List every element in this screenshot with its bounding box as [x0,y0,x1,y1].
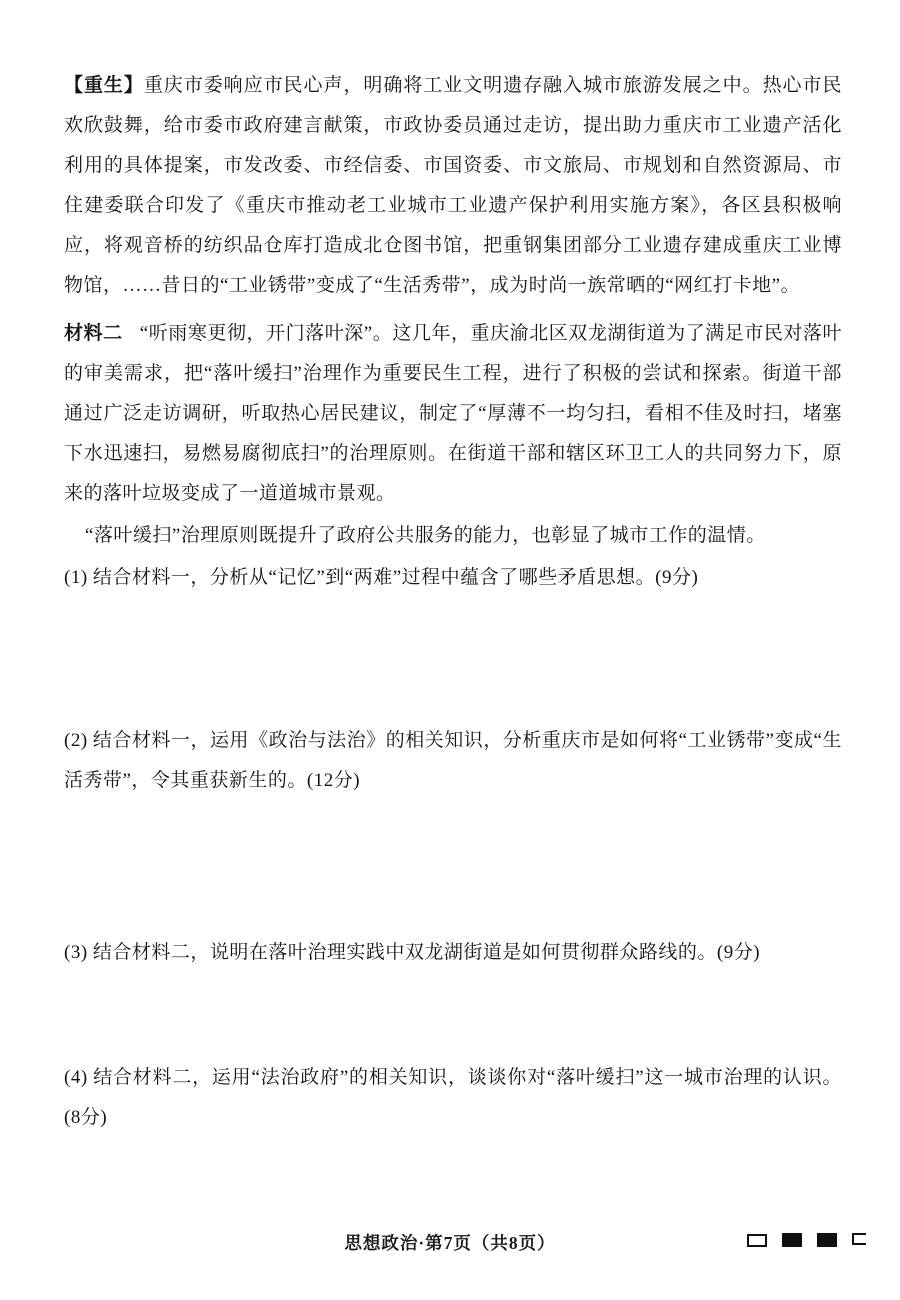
outline-square-icon [747,1234,767,1247]
solid-square-icon [817,1233,837,1247]
material-two-summary: “落叶缓扫”治理原则既提升了政府公共服务的能力，也彰显了城市工作的温情。 [84,525,766,546]
material-one-text: 重庆市委响应市民心声，明确将工业文明遗存融入城市旅游发展之中。热心市民欢欣鼓舞，给市委市政府建言献策，市政协委员通过走访，提出助力重庆市工业遗产活化利用的具体提案，市发改委、市经信委、市国资委、市文旅局、市规划和自然资源局、市住建委联合印发了《重庆市推动老工业城市工业遗产保护利用实施方案》，各区县积极响应，将观音桥的纺织品仓库打造成北仓图书馆，把重钢集团部分工业遗存建成重庆工业博物馆，……昔日的“工业锈带”变成了“生活秀带”，成为时尚一族常晒的“网红打卡地”。 [64,75,842,296]
print-registration-marks [747,1233,866,1247]
question-3: (3) 结合材料二，说明在落叶治理实践中双龙湖街道是如何贯彻群众路线的。(9分) [64,942,761,963]
question-2: (2) 结合材料一，运用《政治与法治》的相关知识，分析重庆市是如何将“工业锈带”变成“生活秀带”，令其重获新生的。(12分) [64,730,842,791]
solid-square-icon [782,1233,802,1247]
exam-content [64,66,842,1138]
material-two-paragraph [64,314,842,514]
material-two-label: 材料二 [64,323,123,344]
material-one-paragraph [64,66,842,306]
material-one-tag: 【重生】 [64,75,144,96]
question-4: (4) 结合材料二，运用“法治政府”的相关知识，谈谈你对“落叶缓扫”这一城市治理的认识。(8分) [64,1067,842,1128]
question-1: (1) 结合材料一，分析从“记忆”到“两难”过程中蕴含了哪些矛盾思想。(9分) [64,567,699,588]
page-footer-label: 思想政治·第7页（共8页） [344,1233,556,1253]
open-bracket-icon [852,1233,866,1245]
material-two-text: “听雨寒更彻，开门落叶深”。这几年，重庆渝北区双龙湖街道为了满足市民对落叶的审美需求，把“落叶缓扫”治理作为重要民生工程，进行了积极的尝试和探索。街道干部通过广泛走访调研，听取热心居民建议，制定了“厚薄不一均匀扫，看相不佳及时扫，堵塞下水迅速扫，易燃易腐彻底扫”的治理原则。在街道干部和辖区环卫工人的共同努力下，原来的落叶垃圾变成了一道道城市景观。 [64,323,842,504]
